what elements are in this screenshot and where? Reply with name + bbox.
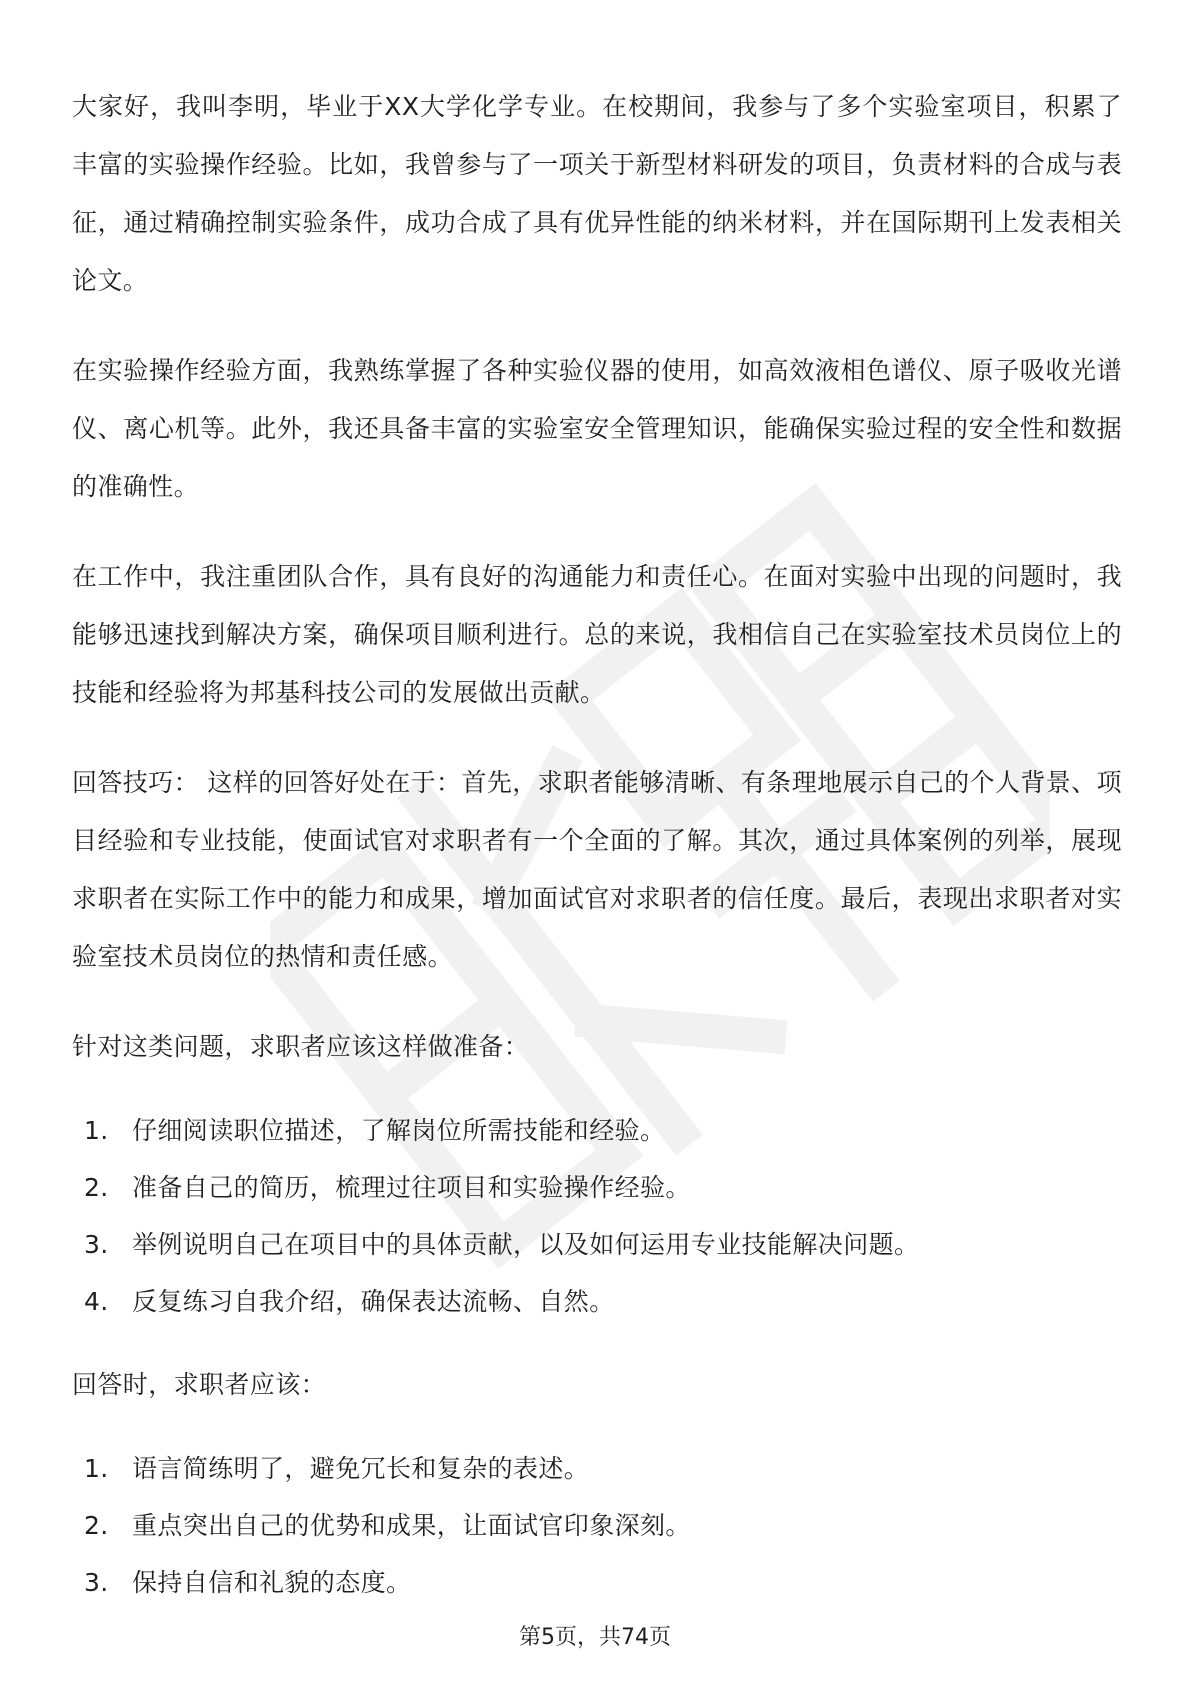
answer-intro: 回答时，求职者应该： <box>72 1370 327 1399</box>
paragraph-answer-tips: 回答技巧： 这样的回答好处在于：首先，求职者能够清晰、有条理地展示自己的个人背景、项目经验和专业技能，使面试官对求职者有一个全面的了解。其次，通过具体案例的列举，展现求职者在实际工作中的能力和成果，增加面试官对求职者的信任度。最后，表现出求职者对实验室技术员岗位的热情和责任感。 <box>72 768 1122 971</box>
list-item: 4. 反复练习自我介绍，确保表达流畅、自然。 <box>84 1287 615 1316</box>
paragraph-introduction: 大家好，我叫李明，毕业于XX大学化学专业。在校期间，我参与了多个实验室项目，积累了丰富的实验操作经验。比如，我曾参与了一项关于新型材料研发的项目，负责材料的合成与表征，通过精确控制实验条件，成功合成了具有优异性能的纳米材料，并在国际期刊上发表相关论文。 <box>72 92 1122 295</box>
page-footer: 第5页，共74页 <box>519 1625 671 1650</box>
list-item: 2. 重点突出自己的优势和成果，让面试官印象深刻。 <box>84 1511 691 1540</box>
list-item: 3. 保持自信和礼貌的态度。 <box>84 1568 412 1597</box>
paragraph-teamwork: 在工作中，我注重团队合作，具有良好的沟通能力和责任心。在面对实验中出现的问题时，我能够迅速找到解决方案，确保项目顺利进行。总的来说，我相信自己在实验室技术员岗位上的技能和经验将为邦基科技公司的发展做出贡献。 <box>72 562 1122 707</box>
list-item: 3. 举例说明自己在项目中的具体贡献，以及如何运用专业技能解决问题。 <box>84 1230 920 1259</box>
paragraph-experience: 在实验操作经验方面，我熟练掌握了各种实验仪器的使用，如高效液相色谱仪、原子吸收光谱仪、离心机等。此外，我还具备丰富的实验室安全管理知识，能确保实验过程的安全性和数据的准确性。 <box>72 356 1122 501</box>
preparation-list <box>72 1102 1122 1330</box>
document-body <box>72 78 1122 1611</box>
preparation-intro: 针对这类问题，求职者应该这样做准备： <box>72 1032 530 1061</box>
list-item: 2. 准备自己的简历，梳理过往项目和实验操作经验。 <box>84 1173 691 1202</box>
list-item: 1. 仔细阅读职位描述，了解岗位所需技能和经验。 <box>84 1116 666 1145</box>
answer-list <box>72 1440 1122 1611</box>
list-item: 1. 语言简练明了，避免冗长和复杂的表述。 <box>84 1454 590 1483</box>
